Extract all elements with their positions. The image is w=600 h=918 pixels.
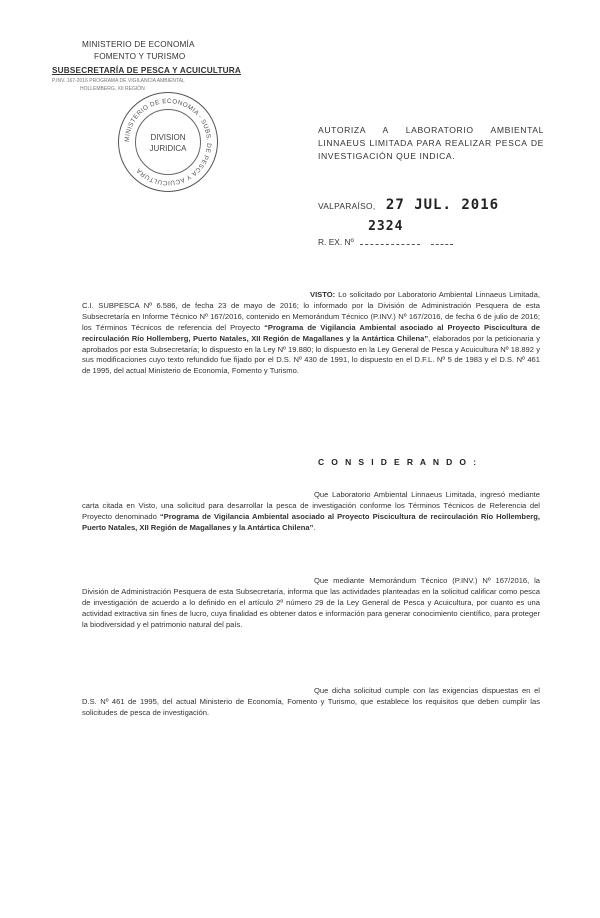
date-value: 27 JUL. 2016 xyxy=(385,197,500,213)
resolution-number-line xyxy=(318,219,558,250)
considerando-p3-text: Que dicha solicitud cumple con las exigencias dispuestas en el D.S. Nº 461 de 1995, del actual Ministerio de Economía, Fomento y Turismo, que establece los requisitos que deben cumplir las solicitudes de pesca de investigación. xyxy=(82,686,540,717)
considerando-paragraph-2 xyxy=(82,576,540,631)
stamp-line-1: DIVISION xyxy=(150,133,186,142)
visto-project-name: “Programa de Vigilancia Ambiental asociado al Proyecto Piscicultura de recirculación Río Hollemberg, Puerto Natales, XII Región de Magallanes y la Antártica Chilena” xyxy=(82,322,540,343)
considerando-p1-end: . xyxy=(313,522,316,532)
division-juridica-stamp xyxy=(118,92,218,192)
resolution-label: R. EX. Nº xyxy=(318,237,354,247)
visto-label: VISTO: xyxy=(310,290,336,299)
ministry-subtitle: FOMENTO Y TURISMO xyxy=(94,52,186,61)
reference-line-2: HOLLEMBERG, XII REGIÓN xyxy=(80,86,145,92)
resolution-number: 2324 xyxy=(368,219,404,234)
subsecretaria-name: SUBSECRETARÍA DE PESCA Y ACUICULTURA xyxy=(52,66,242,75)
resolution-subject: AUTORIZA A LABORATORIO AMBIENTAL LINNAEUS LIMITADA PARA REALIZAR PESCA DE INVESTIGACIÓN QUE INDICA. xyxy=(318,125,544,161)
reference-line-1: P.INV. 167-2016 PROGRAMA DE VIGILANCIA AMBIENTAL xyxy=(52,78,185,84)
stamp-inner-circle xyxy=(135,109,201,175)
considerando-p2-text: Que mediante Memorándum Técnico (P.INV.) Nº 167/2016, la División de Administración Pesquera de esta Subsecretaría, informa que las actividades planteadas en la solicitud calificar como pesca de investigación de acuerdo a lo definido en el artículo 2º número 29 de la Ley General de Pesca y Acuicultura, por cuanto es una actividad extractiva sin fines de lucro, cuya finalidad es obtener datos e información para generar conocimiento científico, para proteger la biodiversidad y el patrimonio natural del país. xyxy=(82,576,540,629)
considerando-paragraph-1 xyxy=(82,490,540,534)
stamp-ring-text: MINISTERIO DE ECONOMIA - SUBS. DE PESCA Y ACUICULTURA xyxy=(123,97,213,187)
considerando-p1-text: Que Laboratorio Ambiental Linnaeus Limitada, ingresó mediante carta citada en Visto, una solicitud para desarrollar la pesca de investigación conforme los Términos Técnicos de Referencia del Proyecto denominado xyxy=(82,490,540,521)
considerando-paragraph-3 xyxy=(82,686,540,719)
date-place: VALPARAÍSO, xyxy=(318,201,376,211)
considerando-heading: C O N S I D E R A N D O : xyxy=(318,457,479,467)
visto-text-2: , elaborados por la peticionaria y aprobados por esta Subsecretaría; lo dispuesto en la Ley Nº 19.880; lo dispuesto en la Ley General de Pesca y Acuicultura Nº 18.892 y sus modificaciones cuyo texto refundido fue fijado por el D.S. Nº 430 de 1991, lo dispuesto en el D.F.L. Nº 5 de 1983 y el D.S. Nº 461 de 1995, del actual Ministerio de Economía, Fomento y Turismo. xyxy=(82,333,540,376)
stamp-line-2: JURIDICA xyxy=(149,144,187,153)
ministry-name: MINISTERIO DE ECONOMÍA xyxy=(82,40,195,49)
date-line xyxy=(318,196,558,214)
visto-paragraph xyxy=(82,290,540,377)
visto-text-1: Lo solicitado por Laboratorio Ambiental Linnaeus Limitada, C.I. SUBPESCA Nº 6.586, de fecha 23 de mayo de 2016; lo informado por la División de Administración Pesquera de esta Subsecretaría en Informe Técnico Nº 167/2016, contenido en Memorándum Técnico (P.INV.) Nº 167/2016, de fecha 6 de julio de 2016; los Términos Técnicos de referencia del Proyecto xyxy=(82,290,540,332)
considerando-p1-project: “Programa de Vigilancia Ambiental asociado al Proyecto Piscicultura de recirculación Río Hollemberg, Puerto Natales, XII Región de Magallanes y la Antártica Chilena” xyxy=(82,511,540,532)
